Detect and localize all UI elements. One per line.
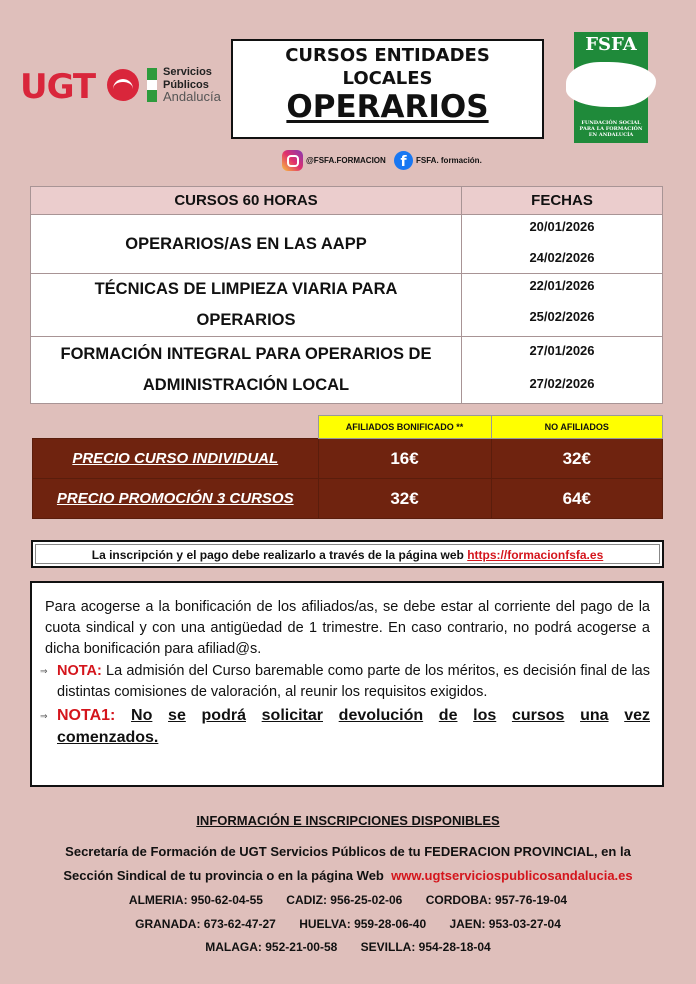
ugt-logo bbox=[20, 66, 220, 110]
arrow-right-icon: ⇒ bbox=[40, 666, 48, 676]
course-row bbox=[31, 215, 663, 274]
nota1-word: una bbox=[580, 707, 609, 724]
phone-cadiz: CADIZ: 956-25-02-06 bbox=[286, 893, 403, 907]
nota1-end: comenzados. bbox=[57, 729, 159, 746]
fsfa-logo-name: FSFA bbox=[585, 34, 637, 55]
info-line1: Secretaría de Formación de UGT Servicios Públicos de tu FEDERACION PROVINCIAL, en la bbox=[65, 844, 631, 859]
fsfa-sub2: PARA LA FORMACIÓN bbox=[579, 126, 643, 132]
inscription-box bbox=[31, 540, 664, 568]
title-line2: LOCALES bbox=[342, 68, 433, 89]
price-row bbox=[33, 479, 663, 519]
course-dates bbox=[462, 215, 663, 274]
prices-header-affiliated: AFILIADOS BONIFICADO ** bbox=[318, 416, 491, 439]
inscription-text bbox=[35, 544, 660, 564]
nota1-word: los bbox=[473, 707, 497, 724]
price-non-affiliated: 32€ bbox=[491, 439, 663, 479]
phone-malaga: MALAGA: 952-21-00-58 bbox=[205, 940, 338, 954]
nota1-word: de bbox=[438, 707, 458, 724]
title-box bbox=[231, 39, 544, 139]
nota1-word: solicitar bbox=[261, 707, 323, 724]
inscription-link[interactable]: https://formacionfsfa.es bbox=[467, 548, 604, 562]
phone-list bbox=[0, 889, 696, 960]
nota1-word: vez bbox=[624, 707, 650, 724]
fsfa-logo-subtitle bbox=[574, 120, 648, 138]
ugt-logo-line2: Públicos bbox=[163, 78, 209, 91]
info-line2-text: Sección Sindical de tu provincia o en la página Web bbox=[63, 868, 392, 883]
price-affiliated: 16€ bbox=[318, 439, 491, 479]
ugt-logo-word: UGT bbox=[20, 67, 96, 107]
fsfa-logo bbox=[574, 32, 648, 143]
price-non-affiliated: 64€ bbox=[491, 479, 663, 519]
phone-row bbox=[0, 889, 696, 913]
ugt-logo-line1: Servicios bbox=[163, 66, 212, 78]
ugt-logo-text bbox=[163, 66, 221, 104]
instagram-handle[interactable]: @FSFA.FORMACION bbox=[306, 156, 386, 165]
nota-text: La admisión del Curso baremable como parte de los méritos, es decisión final de las distintas comisiones de valoración, al reunir los requisitos exigidos. bbox=[57, 663, 650, 700]
nota1-word: No bbox=[131, 707, 153, 724]
course-end-date: 27/02/2026 bbox=[529, 376, 595, 391]
course-start-date: 22/01/2026 bbox=[529, 278, 595, 293]
price-label: PRECIO PROMOCIÓN 3 CURSOS bbox=[56, 489, 294, 507]
fsfa-sub1: FUNDACIÓN SOCIAL bbox=[581, 120, 641, 126]
nota1-line bbox=[57, 705, 650, 727]
courses-table bbox=[30, 186, 663, 404]
notes-box bbox=[30, 581, 664, 787]
course-row bbox=[31, 337, 663, 404]
phone-jaen: JAEN: 953-03-27-04 bbox=[449, 916, 561, 931]
course-name-line2: ADMINISTRACIÓN LOCAL bbox=[142, 376, 350, 394]
phone-cordoba: CORDOBA: 957-76-19-04 bbox=[425, 893, 568, 907]
nota1-word: se bbox=[168, 707, 186, 724]
notes-intro: Para acogerse a la bonificación de los afiliados/as, se debe estar al corriente del pago de la cuota sindical y con una antigüedad de 1 trimestre. En caso contrario, no podrá acogerse a dicha bonificación para afiliad@s. bbox=[45, 599, 650, 657]
nota1-word: cursos bbox=[511, 707, 565, 724]
course-name-line1: TÉCNICAS DE LIMPIEZA VIARIA PARA bbox=[94, 280, 398, 298]
prices-header-row bbox=[33, 416, 663, 439]
prices-header-empty bbox=[33, 416, 319, 439]
phone-almeria: ALMERIA: 950-62-04-55 bbox=[128, 893, 263, 907]
title-line1: CURSOS ENTIDADES bbox=[285, 45, 490, 66]
course-end-date: 24/02/2026 bbox=[529, 250, 595, 265]
ugt-website-link[interactable]: www.ugtserviciospublicosandalucia.es bbox=[391, 868, 633, 883]
courses-header-course: CURSOS 60 HORAS bbox=[31, 187, 462, 215]
instagram-icon[interactable] bbox=[282, 150, 303, 171]
courses-header-dates: FECHAS bbox=[462, 187, 663, 215]
course-name bbox=[31, 215, 462, 274]
inscription-label: La inscripción y el pago debe realizarlo a través de la página web bbox=[91, 548, 468, 562]
course-name bbox=[31, 274, 462, 337]
course-name-line2: OPERARIOS bbox=[196, 311, 296, 329]
price-row bbox=[33, 439, 663, 479]
info-line2 bbox=[0, 864, 696, 888]
prices-header-non-affiliated: NO AFILIADOS bbox=[491, 416, 663, 439]
info-body bbox=[0, 840, 696, 888]
andalucia-flag-icon bbox=[147, 68, 157, 102]
price-label: PRECIO CURSO INDIVIDUAL bbox=[72, 449, 279, 467]
phone-granada: GRANADA: 673-62-47-27 bbox=[135, 916, 276, 931]
course-name-line1: OPERARIOS/AS EN LAS AAPP bbox=[125, 234, 367, 253]
course-name-line1: FORMACIÓN INTEGRAL PARA OPERARIOS DE bbox=[60, 345, 432, 363]
prices-table bbox=[32, 415, 663, 519]
page-title: OPERARIOS bbox=[286, 89, 489, 125]
arrow-right-icon: ⇒ bbox=[40, 711, 48, 721]
facebook-icon[interactable]: f bbox=[394, 151, 413, 170]
facebook-handle[interactable]: FSFA. formación. bbox=[416, 156, 482, 165]
nota1 bbox=[40, 705, 650, 749]
social-links bbox=[282, 149, 512, 171]
fsfa-sub3: EN ANDALUCÍA bbox=[588, 132, 634, 138]
nota bbox=[40, 661, 650, 703]
ugt-logo-line3: Andalucía bbox=[163, 89, 221, 104]
course-dates bbox=[462, 337, 663, 404]
nota1-word: devolución bbox=[338, 707, 424, 724]
courses-header-row bbox=[31, 187, 663, 215]
course-start-date: 20/01/2026 bbox=[529, 219, 595, 234]
phone-row bbox=[0, 913, 696, 937]
phone-row bbox=[0, 936, 696, 960]
handshake-icon bbox=[107, 69, 139, 101]
andalucia-map-icon bbox=[566, 62, 656, 107]
course-name bbox=[31, 337, 462, 404]
price-affiliated: 32€ bbox=[318, 479, 491, 519]
course-start-date: 27/01/2026 bbox=[529, 343, 595, 358]
course-row bbox=[31, 274, 663, 337]
phone-sevilla: SEVILLA: 954-28-18-04 bbox=[360, 940, 491, 954]
nota1-label: NOTA1: bbox=[57, 707, 116, 724]
info-title: INFORMACIÓN E INSCRIPCIONES DISPONIBLES bbox=[196, 813, 500, 828]
course-end-date: 25/02/2026 bbox=[529, 309, 595, 324]
phone-huelva: HUELVA: 959-28-06-40 bbox=[299, 916, 427, 931]
course-dates bbox=[462, 274, 663, 337]
nota-label: NOTA: bbox=[57, 663, 102, 679]
nota1-word: podrá bbox=[201, 707, 246, 724]
